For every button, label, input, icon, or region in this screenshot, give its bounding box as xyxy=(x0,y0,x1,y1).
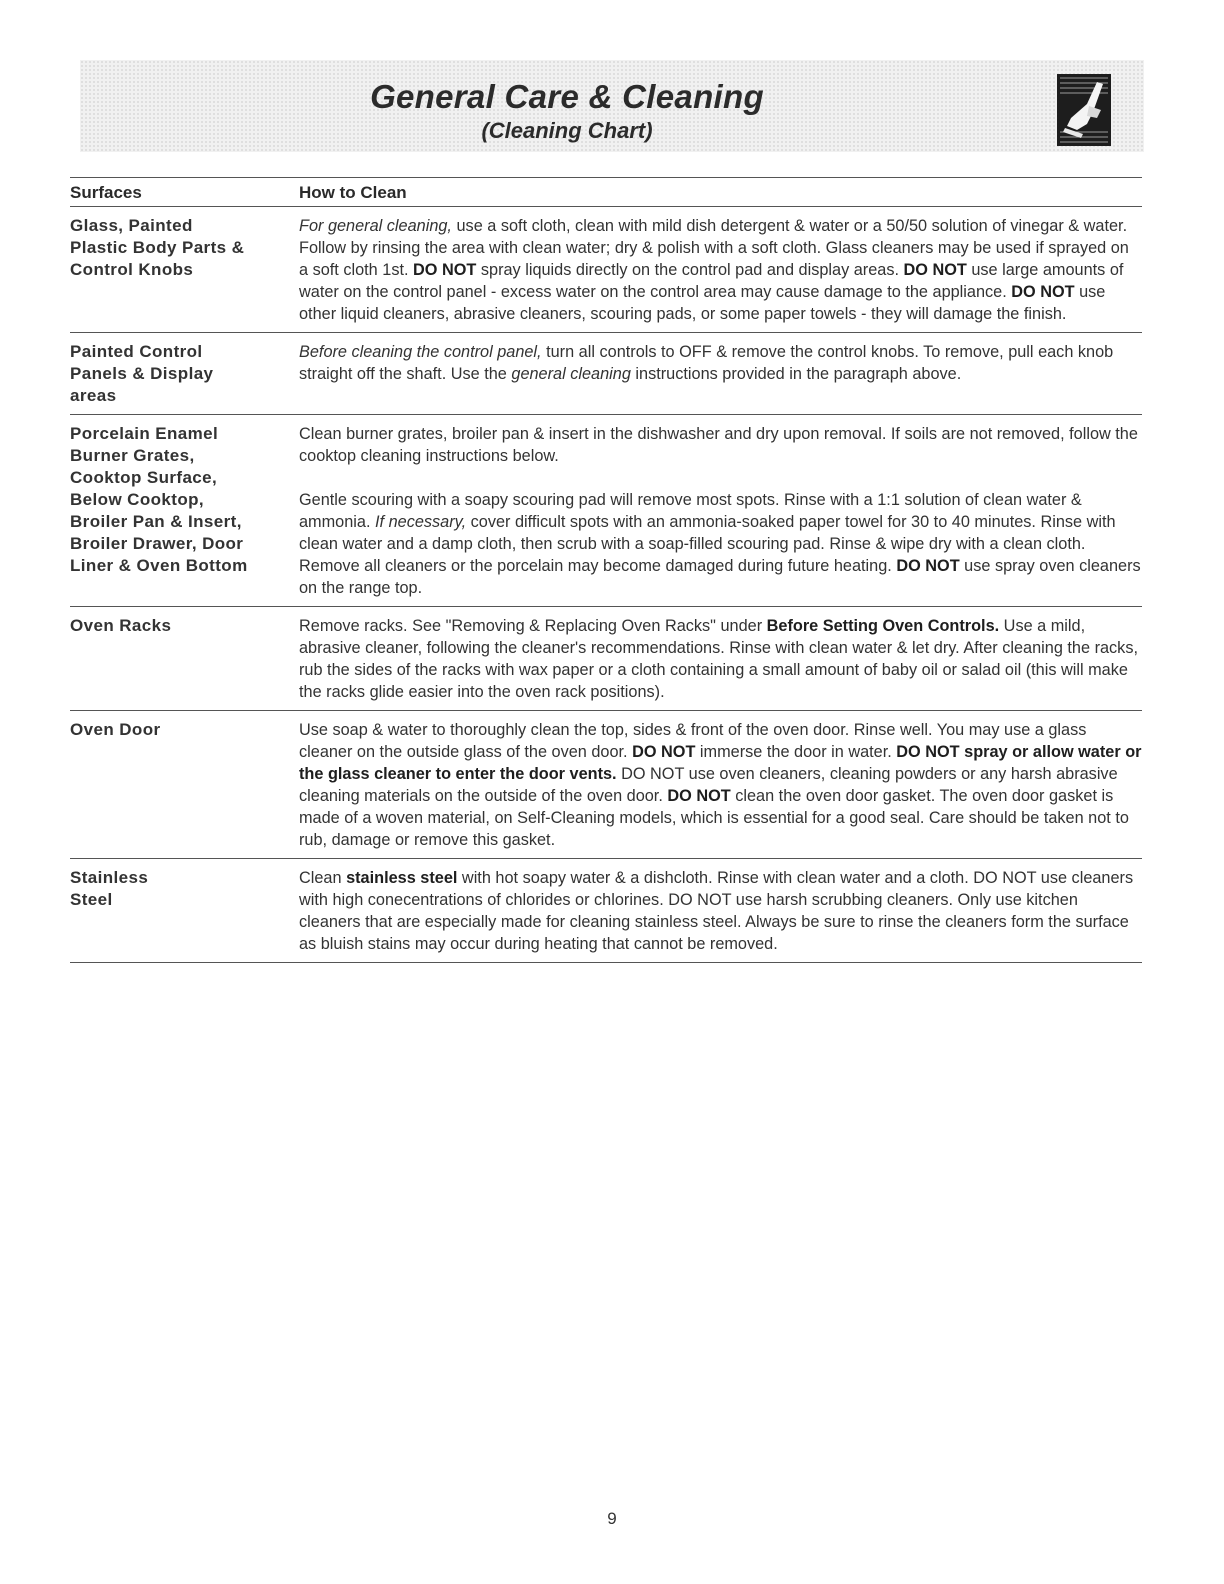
text-run: spray liquids directly on the control pad and display areas. xyxy=(476,261,904,279)
text-run: instructions provided in the paragraph above. xyxy=(630,365,962,383)
surface-label: Steel xyxy=(70,890,113,909)
cleaning-chart-table xyxy=(70,177,1142,963)
table-row xyxy=(70,711,1142,859)
page-subtitle: (Cleaning Chart) xyxy=(481,118,653,143)
surface-label: Oven Racks xyxy=(70,616,172,635)
instructions-paragraph xyxy=(299,215,1142,325)
emphasis-bold: DO NOT xyxy=(1011,283,1075,301)
text-run: immerse the door in water. xyxy=(695,743,897,761)
emphasis-italic: For general cleaning, xyxy=(299,217,452,235)
cleaning-hand-icon xyxy=(1057,74,1111,146)
text-run: use other liquid cleaners, abrasive cleaners, scouring pads, or some paper towels - they will damage the finish. xyxy=(299,283,1106,323)
instructions-paragraph xyxy=(299,423,1142,467)
table-header xyxy=(70,177,1142,207)
surface-label: Glass, Painted xyxy=(70,216,193,235)
text-run: Use a mild, abrasive cleaner, following the cleaner's recommendations. Rinse with clean water & let dry. After cleaning the racks, rub the sides of the racks with wax paper or a cloth containing a small amount of baby oil or salad oil (this will make the racks glide easier into the oven rack positions). xyxy=(299,617,1138,701)
title-banner xyxy=(80,60,1144,152)
surface-label: Plastic Body Parts & xyxy=(70,238,245,257)
surface-label: Stainless xyxy=(70,868,149,887)
surface-cell xyxy=(70,341,299,407)
emphasis-italic: If necessary, xyxy=(375,513,467,531)
surface-label: Control Knobs xyxy=(70,260,194,279)
emphasis-bold: DO NOT spray or allow water or the glass cleaner to enter the door vents. xyxy=(299,743,1142,783)
surface-label: areas xyxy=(70,386,117,405)
how-to-clean-cell xyxy=(299,423,1142,599)
how-to-clean-cell xyxy=(299,615,1142,703)
table-row xyxy=(70,859,1142,963)
surface-cell xyxy=(70,867,299,955)
emphasis-bold: DO NOT xyxy=(896,557,960,575)
instructions-paragraph xyxy=(299,615,1142,703)
surface-label: Burner Grates, xyxy=(70,446,195,465)
text-run: use large amounts of water on the control panel - excess water on the control area may cause damage to the appliance. xyxy=(299,261,1124,301)
text-run: Clean xyxy=(299,869,347,887)
emphasis-bold: DO NOT xyxy=(632,743,696,761)
text-run: clean the oven door gasket. The oven door gasket is made of a woven material, on Self-Cleaning models, which is essential for a good seal. Care should be taken not to rub, damage or remove this gasket. xyxy=(299,787,1129,849)
table-row xyxy=(70,415,1142,607)
surface-label: Panels & Display xyxy=(70,364,214,383)
table-row xyxy=(70,607,1142,711)
how-to-clean-cell xyxy=(299,341,1142,407)
surface-cell xyxy=(70,215,299,325)
surface-label: Porcelain Enamel xyxy=(70,424,219,443)
instructions-paragraph xyxy=(299,489,1142,599)
text-run: with hot soapy water & a dishcloth. Rinse with clean water and a cloth. DO NOT use cleaners with high conecentrations of chlorides or chlorines. DO NOT use harsh scrubbing cleaners. Only use kitchen cleaners that are especially made for cleaning stainless steel. Always be sure to rinse the cleaners form the surface as bluish stains may occur during heating that cannot be removed. xyxy=(299,869,1134,953)
emphasis-italic: general cleaning xyxy=(511,365,631,383)
table-row xyxy=(70,207,1142,333)
surface-cell xyxy=(70,719,299,851)
how-to-clean-cell xyxy=(299,215,1142,325)
emphasis-bold: DO NOT xyxy=(903,261,967,279)
text-run: Remove racks. See "Removing & Replacing Oven Racks" under xyxy=(299,617,767,635)
emphasis-italic: Before cleaning the control panel, xyxy=(299,343,542,361)
text-run: cover difficult spots with an ammonia-soaked paper towel for 30 to 40 minutes. Rinse with clean water and a damp cloth, then scrub with a soap-filled scouring pad. Rinse & wipe dry with a clean cloth. Remove all cleaners or the porcelain may become damaged during future heating. xyxy=(299,513,1116,575)
surface-label: Painted Control xyxy=(70,342,203,361)
surface-label: Broiler Drawer, Door xyxy=(70,534,244,553)
instructions-paragraph xyxy=(299,341,1142,385)
table-body xyxy=(70,207,1142,963)
header-how-to-clean: How to Clean xyxy=(299,183,407,202)
header-surfaces: Surfaces xyxy=(70,183,142,202)
text-run: turn all controls to OFF & remove the control knobs. To remove, pull each knob straight off the shaft. Use the xyxy=(299,343,1114,383)
how-to-clean-cell xyxy=(299,867,1142,955)
emphasis-bold: DO NOT xyxy=(667,787,731,805)
page-number: 9 xyxy=(607,1509,617,1528)
emphasis-bold: Before Setting Oven Controls. xyxy=(766,617,1000,635)
surface-label: Cooktop Surface, xyxy=(70,468,218,487)
surface-label: Oven Door xyxy=(70,720,161,739)
text-run: DO NOT use oven cleaners, cleaning powders or any harsh abrasive cleaning materials on the outside of the oven door. xyxy=(299,765,1118,805)
text-run: use a soft cloth, clean with mild dish detergent & water or a 50/50 solution of vinegar & water. Follow by rinsing the area with clean water; dry & polish with a soft cloth. Glass cleaners may be used if sprayed on a soft cloth 1st. xyxy=(299,217,1129,279)
page-title: General Care & Cleaning xyxy=(370,78,764,115)
text-run: Clean burner grates, broiler pan & insert in the dishwasher and dry upon removal. If soils are not removed, follow the cooktop cleaning instructions below. xyxy=(299,425,1138,465)
instructions-paragraph xyxy=(299,719,1142,851)
text-run: use spray oven cleaners on the range top. xyxy=(299,557,1141,597)
emphasis-bold: stainless steel xyxy=(346,869,458,887)
surface-cell xyxy=(70,615,299,703)
text-run: Use soap & water to thoroughly clean the top, sides & front of the oven door. Rinse well. You may use a glass cleaner on the outside glass of the oven door. xyxy=(299,721,1087,761)
instructions-paragraph xyxy=(299,867,1142,955)
text-run: Gentle scouring with a soapy scouring pad will remove most spots. Rinse with a 1:1 solution of clean water & ammonia. xyxy=(299,491,1082,531)
how-to-clean-cell xyxy=(299,719,1142,851)
emphasis-bold: DO NOT xyxy=(413,261,477,279)
surface-cell xyxy=(70,423,299,599)
surface-label: Liner & Oven Bottom xyxy=(70,556,248,575)
table-row xyxy=(70,333,1142,415)
surface-label: Broiler Pan & Insert, xyxy=(70,512,242,531)
surface-label: Below Cooktop, xyxy=(70,490,205,509)
